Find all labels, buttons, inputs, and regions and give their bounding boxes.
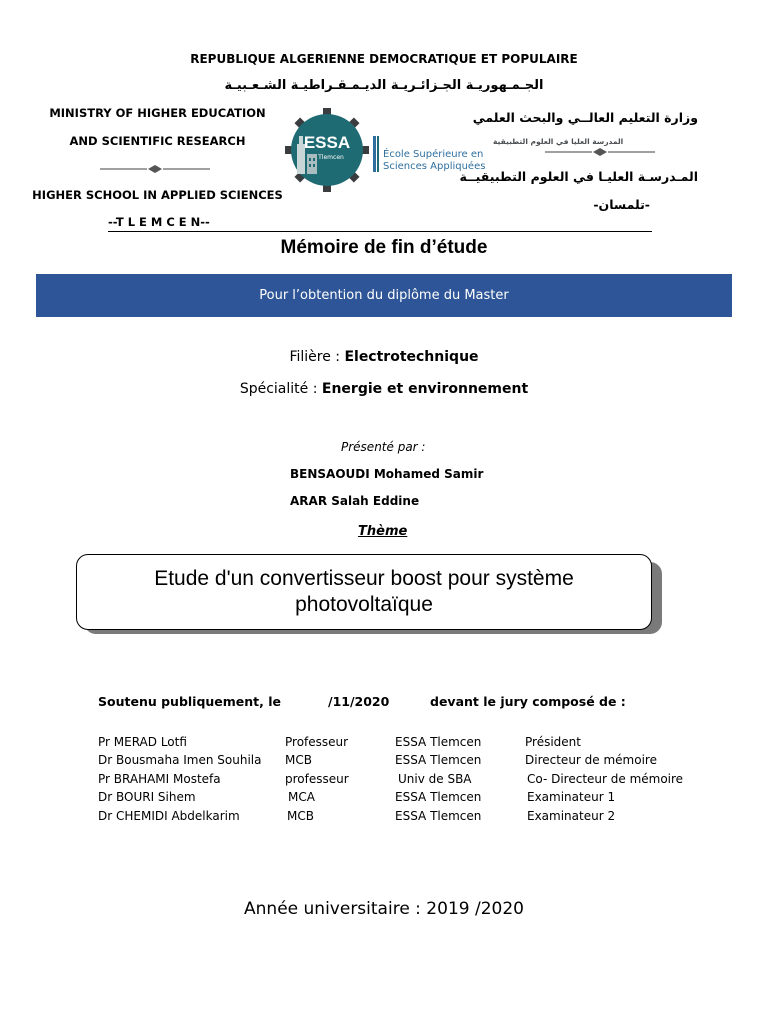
country-name-ar: الجـمـهوريـة الجـزائـريـة الديـمـقـراطيـة الشـعـبيـة: [224, 78, 544, 93]
defense-date: /11/2020: [328, 694, 390, 709]
jury-name: Pr MERAD Lotfi: [98, 735, 187, 749]
defense-suffix: devant le jury composé de :: [430, 694, 626, 709]
academic-year: Année universitaire : 2019 /2020: [244, 899, 524, 919]
jury-institution: ESSA Tlemcen: [395, 809, 482, 823]
jury-institution: ESSA Tlemcen: [395, 735, 482, 749]
filiere-value: Electrotechnique: [344, 349, 479, 365]
jury-institution: Univ de SBA: [398, 772, 472, 786]
jury-grade: Professeur: [285, 735, 349, 749]
ministry-name-ar: وزارة التعليم العالــي والبحث العلمي: [472, 110, 698, 125]
degree-banner: [36, 274, 732, 317]
jury-role: Examinateur 1: [527, 790, 616, 804]
student-name-2: ARAR Salah Eddine: [290, 494, 420, 508]
jury-role: Directeur de mémoire: [525, 753, 657, 767]
specialite-value: Energie et environnement: [321, 381, 529, 397]
jury-grade: MCB: [285, 753, 312, 767]
logo-name-fr-1: École Supérieure en: [383, 149, 484, 160]
jury-institution: ESSA Tlemcen: [395, 753, 482, 767]
specialite-line: [0, 381, 768, 397]
city-ar: -تلمسان-: [593, 197, 650, 212]
defense-prefix: Soutenu publiquement, le: [98, 694, 282, 709]
jury-role: Co- Directeur de mémoire: [527, 772, 684, 786]
jury-name: Dr BOURI Sihem: [98, 790, 196, 804]
ornament-divider-left: [100, 164, 210, 174]
specialite-label: Spécialité :: [239, 381, 322, 397]
ministry-line-2: AND SCIENTIFIC RESEARCH: [69, 134, 246, 148]
jury-name: Dr Bousmaha Imen Souhila: [98, 753, 262, 767]
theme-title: Etude d'un convertisseur boost pour système photovoltaïque: [154, 567, 574, 616]
jury-role: Président: [525, 735, 581, 749]
header-rule: [108, 231, 652, 232]
school-name-fr: HIGHER SCHOOL IN APPLIED SCIENCES: [32, 188, 283, 202]
degree-banner-text: Pour l’obtention du diplôme du Master: [259, 288, 509, 303]
jury-name: Pr BRAHAMI Mostefa: [98, 772, 221, 786]
filiere-label: Filière :: [289, 349, 345, 365]
jury-name: Dr CHEMIDI Abdelkarim: [98, 809, 240, 823]
logo-name-ar: المدرسة العليا في العلوم التطبيقية: [493, 137, 624, 146]
document-title: Mémoire de fin d’étude: [280, 237, 488, 258]
jury-grade: professeur: [285, 772, 349, 786]
jury-grade: MCB: [287, 809, 314, 823]
jury-institution: ESSA Tlemcen: [395, 790, 482, 804]
country-name-fr: REPUBLIQUE ALGERIENNE DEMOCRATIQUE ET POPULAIRE: [190, 52, 578, 66]
jury-role: Examinateur 2: [527, 809, 616, 823]
city-fr: --T L E M C E N--: [108, 215, 210, 229]
theme-label: Thème: [358, 524, 408, 539]
logo-sub-city: Tlemcen: [318, 154, 344, 161]
jury-grade: MCA: [288, 790, 315, 804]
logo-acronym: ESSA: [303, 133, 351, 152]
theme-box: [76, 554, 652, 630]
logo-name-fr-2: Sciences Appliquées: [383, 161, 486, 172]
presented-by-label: Présenté par :: [341, 440, 426, 454]
ministry-line-1: MINISTRY OF HIGHER EDUCATION: [49, 106, 266, 120]
ornament-divider-right: [545, 147, 655, 157]
filiere-line: [0, 349, 768, 365]
school-name-ar: المـدرسـة العليـا في العلوم التطبيقيــة: [459, 169, 698, 184]
student-name-1: BENSAOUDI Mohamed Samir: [290, 467, 484, 481]
